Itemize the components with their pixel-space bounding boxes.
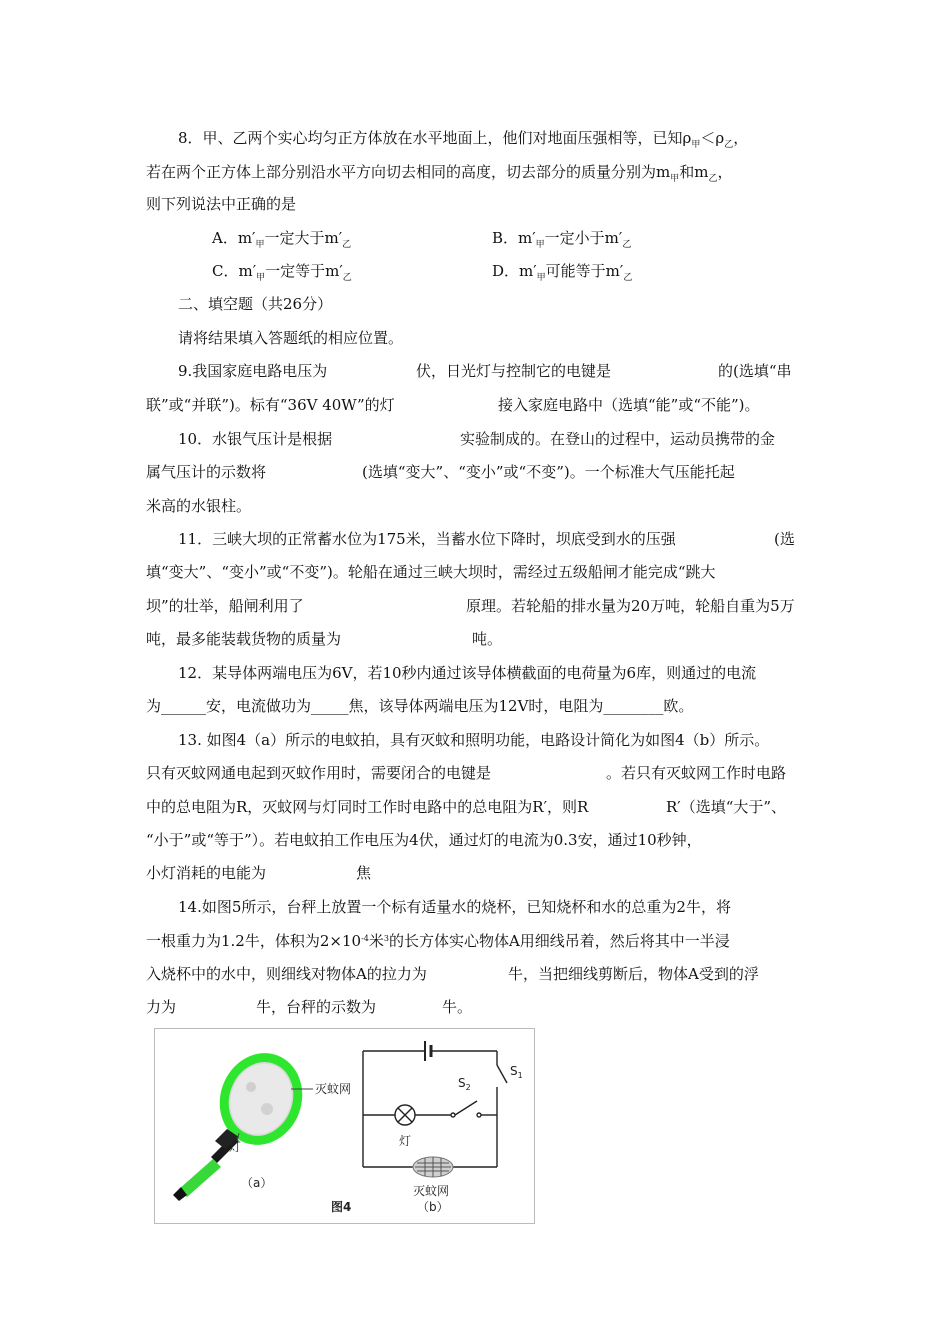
q8-line1 xyxy=(178,128,748,151)
option-text: 一定小于m′ xyxy=(544,229,623,247)
subscript-jia: 甲 xyxy=(536,273,546,283)
q8-text: ， xyxy=(717,163,733,181)
option-c xyxy=(212,261,352,284)
label-net-a: 灭蚊网 xyxy=(315,1082,352,1096)
option-text: 可能等于m′ xyxy=(545,262,624,280)
option-a xyxy=(212,228,351,251)
q14-line4a: 力为 xyxy=(146,998,177,1016)
option-text: B．m′ xyxy=(492,229,536,247)
circuit-diagram xyxy=(363,1041,507,1167)
option-text: A．m′ xyxy=(212,229,256,247)
subscript-yi: 乙 xyxy=(342,273,352,283)
q11-line3b: 原理。若轮船的排水量为20万吨，轮船自重为5万 xyxy=(466,597,795,615)
q10-line1a: 10．水银气压计是根据 xyxy=(178,430,333,448)
q8-text: 8．甲、乙两个实心均匀正方体放在水平地面上，他们对地面压强相等，已知ρ xyxy=(178,129,692,147)
subscript-jia: 甲 xyxy=(691,140,701,150)
figure-4 xyxy=(154,1028,535,1224)
q11-line4a: 吨，最多能装载货物的质量为 xyxy=(146,630,342,648)
label-s2-sub: 2 xyxy=(465,1083,471,1092)
q14-line3a: 入烧杯中的水中，则细线对物体A的拉力为 xyxy=(146,965,427,983)
q8-text: ＜ρ xyxy=(700,129,725,147)
section-instruction: 请将结果填入答题纸的相应位置。 xyxy=(178,329,404,347)
option-text: C．m′ xyxy=(212,262,257,280)
q12-line2: 为______安，电流做功为_____焦，该导体两端电压为12V时，电阻为________欧。 xyxy=(146,697,694,715)
q11-line1b: (选 xyxy=(774,530,795,548)
option-text: D．m′ xyxy=(492,262,537,280)
q10-line1b: 实验制成的。在登山的过程中，运动员携带的金 xyxy=(460,430,776,448)
q9-line1a: 9.我国家庭电路电压为 xyxy=(178,362,328,380)
q14-text: 的长方体实心物体A用细线吊着，然后将其中一半浸 xyxy=(388,932,730,950)
mosquito-net-icon xyxy=(413,1157,453,1177)
q8-line3: 则下列说法中正确的是 xyxy=(146,195,297,213)
section-title: 二、填空题（共26分） xyxy=(178,295,333,313)
q10-line3: 米高的水银柱。 xyxy=(146,497,252,515)
subscript-yi: 乙 xyxy=(708,174,718,184)
option-d xyxy=(492,261,632,284)
q8-text: 若在两个正方体上部分别沿水平方向切去相同的高度，切去部分的质量分别为m xyxy=(146,163,671,181)
subscript-jia: 甲 xyxy=(256,273,266,283)
q10-line2b: (选填“变大”、“变小”或“不变”)。一个标准大气压能托起 xyxy=(362,463,735,481)
q13-line3b: R′（选填“大于”、 xyxy=(666,798,787,816)
q9-line2a: 联”或“并联”)。标有“36V 40W”的灯 xyxy=(146,396,395,414)
q9-line2b: 接入家庭电路中（选填“能”或“不能”)。 xyxy=(498,396,760,414)
label-a: （a） xyxy=(241,1176,273,1190)
q12-line1: 12．某导体两端电压为6V，若10秒内通过该导体横截面的电荷量为6库，则通过的电流 xyxy=(178,664,757,682)
figure-caption: 图4 xyxy=(331,1200,352,1214)
q13-line5b: 焦 xyxy=(356,864,372,882)
q14-line4b: 牛，台秤的示数为 xyxy=(256,998,377,1016)
label-net-b: 灭蚊网 xyxy=(413,1184,450,1198)
option-text: 一定等于m′ xyxy=(265,262,343,280)
exponent: -4 xyxy=(361,934,369,943)
q11-line1a: 11．三峡大坝的正常蓄水位为175米，当蓄水位下降时，坝底受到水的压强 xyxy=(178,530,676,548)
q13-line2a: 只有灭蚊网通电起到灭蚊作用时，需要闭合的电键是 xyxy=(146,764,492,782)
label-s1-letter: S xyxy=(510,1064,518,1078)
q14-line1: 14.如图5所示，台秤上放置一个标有适量水的烧杯，已知烧杯和水的总重为2牛，将 xyxy=(178,898,731,916)
q14-line4c: 牛。 xyxy=(442,998,473,1016)
q8-line2 xyxy=(146,162,733,185)
label-s2-letter: S xyxy=(458,1076,466,1090)
q14-line2 xyxy=(146,931,730,954)
label-b: （b） xyxy=(417,1200,449,1214)
q14-text: 一根重力为1.2牛，体积为2×10 xyxy=(146,932,362,950)
subscript-yi: 乙 xyxy=(622,240,632,250)
subscript-yi: 乙 xyxy=(724,140,734,150)
q13-line1: 13. 如图4（a）所示的电蚊拍，具有灭蚊和照明功能，电路设计简化为如图4（b）所示。 xyxy=(178,731,770,749)
subscript-jia: 甲 xyxy=(670,174,680,184)
q9-line1c: 的(选填“串 xyxy=(718,362,792,380)
subscript-yi: 乙 xyxy=(342,240,352,250)
label-s1-sub: 1 xyxy=(517,1071,523,1080)
q9-line1b: 伏，日光灯与控制它的电键是 xyxy=(416,362,612,380)
subscript-jia: 甲 xyxy=(255,240,265,250)
q10-line2a: 属气压计的示数将 xyxy=(146,463,267,481)
q8-text: ， xyxy=(733,129,749,147)
q13-line2b: 。若只有灭蚊网工作时电路 xyxy=(606,764,787,782)
label-s2 xyxy=(458,1076,471,1092)
label-s1 xyxy=(510,1064,523,1080)
q13-line4: “小于”或“等于”）。若电蚊拍工作电压为4伏，通过灯的电流为0.3安，通过10秒钟， xyxy=(146,831,702,849)
label-lamp-a: 灯 xyxy=(229,1140,242,1154)
figure-4-drawing xyxy=(155,1029,534,1223)
q11-line4b: 吨。 xyxy=(472,630,503,648)
subscript-yi: 乙 xyxy=(623,273,633,283)
subscript-jia: 甲 xyxy=(535,240,545,250)
exponent: 3 xyxy=(383,934,389,943)
label-lamp-b: 灯 xyxy=(399,1134,412,1148)
option-text: 一定大于m′ xyxy=(264,229,343,247)
q14-line3b: 牛，当把细线剪断后，物体A受到的浮 xyxy=(508,965,759,983)
q8-text: 和m xyxy=(679,163,709,181)
option-b xyxy=(492,228,631,251)
q11-line2: 填“变大”、“变小”或“不变”)。轮船在通过三峡大坝时，需经过五级船闸才能完成“跳大 xyxy=(146,563,716,581)
q11-line3a: 坝”的壮举，船闸利用了 xyxy=(146,597,304,615)
q14-text: 米 xyxy=(368,932,384,950)
q13-line3a: 中的总电阻为R，灭蚊网与灯同时工作时电路中的总电阻为R′，则R xyxy=(146,798,589,816)
q13-line5a: 小灯消耗的电能为 xyxy=(146,864,267,882)
